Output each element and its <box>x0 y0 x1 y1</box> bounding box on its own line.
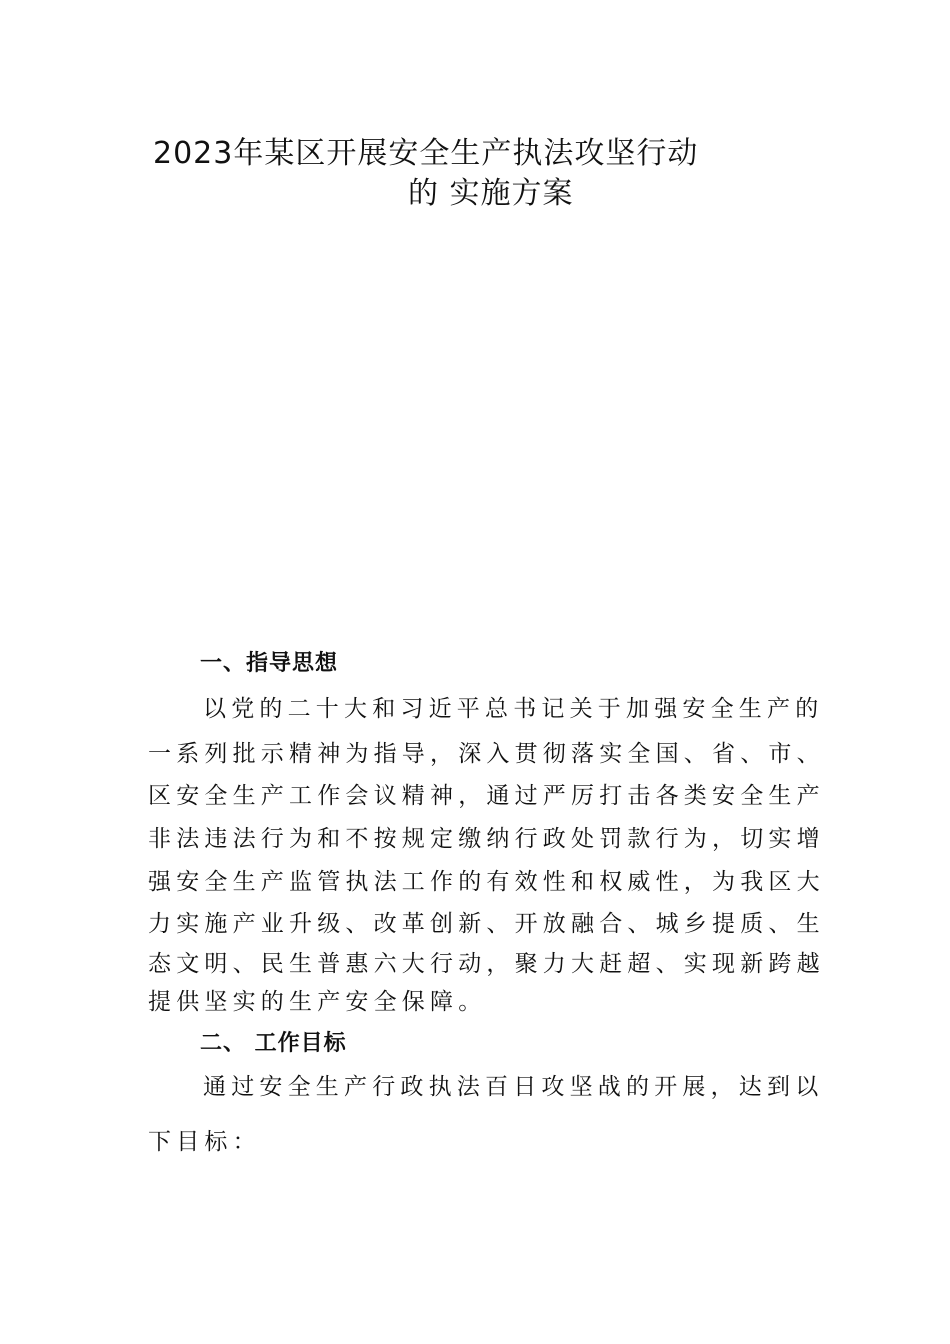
section-heading-work-goals: 二、 工作目标 <box>200 1031 347 1056</box>
paragraph-line: 以党的二十大和习近平总书记关于加强安全生产的 <box>203 696 824 722</box>
paragraph-line: 通过安全生产行政执法百日攻坚战的开展，达到以 <box>203 1074 824 1100</box>
paragraph-line: 力实施产业升级、改革创新、开放融合、城乡提质、生 <box>148 911 825 937</box>
paragraph-line: 区安全生产工作会议精神，通过严厉打击各类安全生产 <box>148 783 825 809</box>
paragraph-line: 提供坚实的生产安全保障。 <box>148 989 487 1015</box>
paragraph-line: 一系列批示精神为指导，深入贯彻落实全国、省、市、 <box>148 741 825 767</box>
paragraph-line: 非法违法行为和不按规定缴纳行政处罚款行为，切实增 <box>148 826 825 852</box>
paragraph-line: 态文明、民生普惠六大行动，聚力大赶超、实现新跨越 <box>148 951 825 977</box>
paragraph-line: 强安全生产监管执法工作的有效性和权威性，为我区大 <box>148 869 825 895</box>
document-title-line-2: 的 实施方案 <box>408 176 574 211</box>
section-heading-guiding-ideology: 一、指导思想 <box>200 651 339 676</box>
paragraph-line: 下目标： <box>148 1129 261 1155</box>
document-title-line-1: 2023年某区开展安全生产执法攻坚行动 <box>153 136 699 171</box>
